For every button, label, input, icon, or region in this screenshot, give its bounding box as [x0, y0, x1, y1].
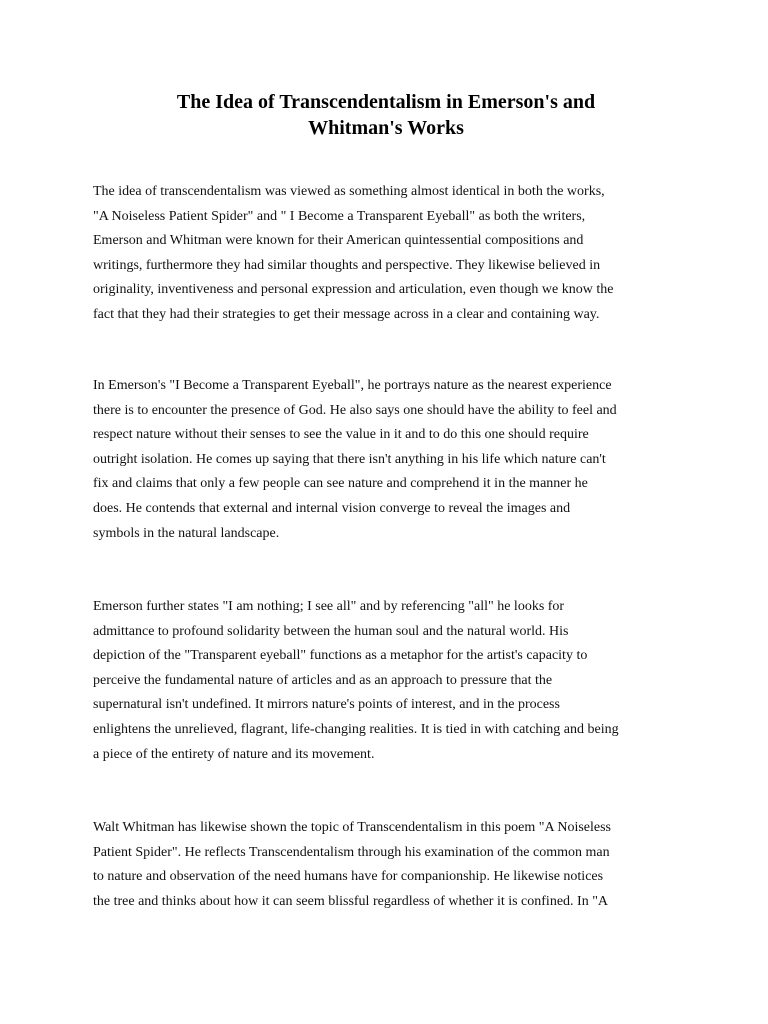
document-title — [92, 89, 680, 141]
text-line: perceive the fundamental nature of articles and as an approach to pressure that the — [93, 672, 553, 688]
paragraph-1 — [93, 180, 693, 328]
text-line: In Emerson's "I Become a Transparent Eyeball", he portrays nature as the nearest experience — [93, 378, 612, 393]
text-line: to nature and observation of the need humans have for companionship. He likewise notices — [93, 869, 604, 885]
text-line: outright isolation. He comes up saying that there isn't anything in his life which nature can't — [93, 451, 606, 467]
text-line: "A Noiseless Patient Spider" and " I Become a Transparent Eyeball" as both the writers, — [93, 208, 586, 224]
text-line: symbols in the natural landscape. — [93, 525, 280, 541]
paragraph-4 — [93, 816, 693, 914]
paragraph-2 — [93, 374, 693, 546]
text-line: Patient Spider". He reflects Transcendentalism through his examination of the common man — [93, 844, 610, 860]
text-line: fix and claims that only a few people can see nature and comprehend it in the manner he — [93, 476, 588, 492]
text-line: admittance to profound solidarity between the human soul and the natural world. His — [93, 623, 569, 639]
text-line: a piece of the entirety of nature and its movement. — [93, 746, 375, 762]
text-line: depiction of the "Transparent eyeball" functions as a metaphor for the artist's capacity to — [93, 648, 588, 664]
text-line: originality, inventiveness and personal expression and articulation, even though we know the — [93, 282, 614, 298]
text-line: supernatural isn't undefined. It mirrors nature's points of interest, and in the process — [93, 697, 560, 713]
text-line: Emerson and Whitman were known for their American quintessential compositions and — [93, 233, 584, 249]
text-line: The idea of transcendentalism was viewed as something almost identical in both the works, — [93, 184, 605, 199]
text-line: writings, furthermore they had similar thoughts and perspective. They likewise believed in — [93, 257, 601, 273]
text-line: respect nature without their senses to see the value in it and to do this one should require — [93, 427, 589, 443]
title-line: Whitman's Works — [308, 117, 464, 139]
text-line: enlightens the unrelieved, flagrant, life-changing realities. It is tied in with catching and being — [93, 721, 619, 737]
text-line: Emerson further states "I am nothing; I see all" and by referencing "all" he looks for — [93, 599, 565, 614]
text-line: does. He contends that external and internal vision converge to reveal the images and — [93, 500, 571, 516]
paragraph-3 — [93, 595, 693, 767]
text-line: there is to encounter the presence of God. He also says one should have the ability to feel and — [93, 402, 617, 418]
title-line: The Idea of Transcendentalism in Emerson's and — [176, 91, 596, 113]
text-line: Walt Whitman has likewise shown the topic of Transcendentalism in this poem "A Noiseless — [93, 820, 611, 835]
text-line: the tree and thinks about how it can seem blissful regardless of whether it is confined. In "A — [93, 893, 609, 909]
text-line: fact that they had their strategies to get their message across in a clear and containing way. — [93, 306, 600, 322]
